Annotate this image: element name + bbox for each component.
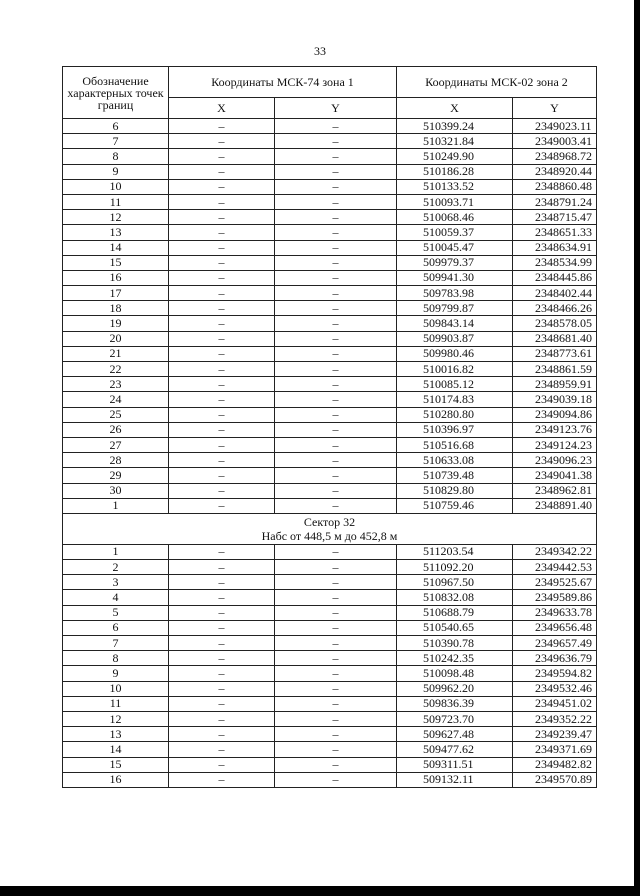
msk74-y-cell: – bbox=[275, 407, 397, 422]
table-row bbox=[63, 225, 597, 240]
point-cell: 11 bbox=[63, 696, 169, 711]
msk74-y-cell: – bbox=[275, 498, 397, 513]
msk02-x-cell: 510186.28 bbox=[397, 164, 513, 179]
point-cell: 27 bbox=[63, 437, 169, 452]
msk02-x-cell: 510068.46 bbox=[397, 210, 513, 225]
msk02-y-cell: 2348466.26 bbox=[513, 301, 597, 316]
msk74-x-cell: – bbox=[169, 316, 275, 331]
msk74-x-cell: – bbox=[169, 164, 275, 179]
point-cell: 19 bbox=[63, 316, 169, 331]
msk74-x-cell: – bbox=[169, 711, 275, 726]
point-cell: 18 bbox=[63, 301, 169, 316]
msk02-y-cell: 2348773.61 bbox=[513, 346, 597, 361]
msk02-y-cell: 2349124.23 bbox=[513, 437, 597, 452]
table-header-row bbox=[63, 67, 597, 98]
table-row bbox=[63, 210, 597, 225]
msk02-x-cell: 510396.97 bbox=[397, 422, 513, 437]
msk02-x-cell: 509941.30 bbox=[397, 270, 513, 285]
point-cell: 3 bbox=[63, 575, 169, 590]
msk74-y-cell: – bbox=[275, 651, 397, 666]
msk02-x-cell: 510688.79 bbox=[397, 605, 513, 620]
point-cell: 13 bbox=[63, 727, 169, 742]
table-row bbox=[63, 134, 597, 149]
msk74-x-cell: – bbox=[169, 422, 275, 437]
table-row bbox=[63, 119, 597, 134]
msk74-y-cell: – bbox=[275, 149, 397, 164]
msk02-y-cell: 2349656.48 bbox=[513, 620, 597, 635]
msk02-x-cell: 509843.14 bbox=[397, 316, 513, 331]
msk74-y-cell: – bbox=[275, 331, 397, 346]
msk74-x-cell: – bbox=[169, 301, 275, 316]
msk74-x-cell: – bbox=[169, 437, 275, 452]
msk02-y-cell: 2349482.82 bbox=[513, 757, 597, 772]
msk74-x-cell: – bbox=[169, 727, 275, 742]
sector-section bbox=[63, 513, 597, 544]
table-row bbox=[63, 666, 597, 681]
table-row bbox=[63, 377, 597, 392]
point-cell: 15 bbox=[63, 757, 169, 772]
msk74-y-cell: – bbox=[275, 727, 397, 742]
point-cell: 23 bbox=[63, 377, 169, 392]
msk02-y-cell: 2349039.18 bbox=[513, 392, 597, 407]
msk02-y-cell: 2349636.79 bbox=[513, 651, 597, 666]
header-msk74-x: X bbox=[169, 98, 275, 119]
msk02-x-cell: 510516.68 bbox=[397, 437, 513, 452]
msk74-y-cell: – bbox=[275, 362, 397, 377]
msk74-x-cell: – bbox=[169, 210, 275, 225]
point-cell: 4 bbox=[63, 590, 169, 605]
msk02-y-cell: 2349657.49 bbox=[513, 636, 597, 651]
header-msk74-y: Y bbox=[275, 98, 397, 119]
table-row bbox=[63, 575, 597, 590]
msk02-y-cell: 2349041.38 bbox=[513, 468, 597, 483]
msk02-x-cell: 510174.83 bbox=[397, 392, 513, 407]
point-cell: 24 bbox=[63, 392, 169, 407]
msk02-y-cell: 2349003.41 bbox=[513, 134, 597, 149]
table-row bbox=[63, 711, 597, 726]
scan-border-bottom bbox=[0, 886, 640, 896]
msk02-x-cell: 510829.80 bbox=[397, 483, 513, 498]
point-cell: 10 bbox=[63, 179, 169, 194]
table-row bbox=[63, 742, 597, 757]
msk02-x-cell: 509627.48 bbox=[397, 727, 513, 742]
msk74-y-cell: – bbox=[275, 240, 397, 255]
msk02-y-cell: 2348891.40 bbox=[513, 498, 597, 513]
msk02-x-cell: 510321.84 bbox=[397, 134, 513, 149]
msk02-y-cell: 2348791.24 bbox=[513, 194, 597, 209]
msk02-y-cell: 2348962.81 bbox=[513, 483, 597, 498]
msk74-y-cell: – bbox=[275, 575, 397, 590]
table-row bbox=[63, 392, 597, 407]
msk02-x-cell: 510045.47 bbox=[397, 240, 513, 255]
msk74-x-cell: – bbox=[169, 119, 275, 134]
table-row bbox=[63, 544, 597, 559]
msk02-x-cell: 510098.48 bbox=[397, 666, 513, 681]
msk74-y-cell: – bbox=[275, 742, 397, 757]
msk02-y-cell: 2349371.69 bbox=[513, 742, 597, 757]
msk02-x-cell: 510633.08 bbox=[397, 453, 513, 468]
table-row bbox=[63, 407, 597, 422]
table-row bbox=[63, 301, 597, 316]
msk74-y-cell: – bbox=[275, 134, 397, 149]
msk74-y-cell: – bbox=[275, 772, 397, 787]
msk74-x-cell: – bbox=[169, 636, 275, 651]
table-row bbox=[63, 757, 597, 772]
point-cell: 16 bbox=[63, 270, 169, 285]
msk02-y-cell: 2348860.48 bbox=[513, 179, 597, 194]
msk02-x-cell: 510399.24 bbox=[397, 119, 513, 134]
msk74-x-cell: – bbox=[169, 453, 275, 468]
point-cell: 17 bbox=[63, 286, 169, 301]
msk74-y-cell: – bbox=[275, 696, 397, 711]
msk02-y-cell: 2349532.46 bbox=[513, 681, 597, 696]
table-row bbox=[63, 286, 597, 301]
point-cell: 14 bbox=[63, 742, 169, 757]
msk02-x-cell: 510390.78 bbox=[397, 636, 513, 651]
msk02-y-cell: 2349594.82 bbox=[513, 666, 597, 681]
msk02-x-cell: 510016.82 bbox=[397, 362, 513, 377]
header-msk02-x: X bbox=[397, 98, 513, 119]
msk74-x-cell: – bbox=[169, 696, 275, 711]
point-cell: 29 bbox=[63, 468, 169, 483]
table-row bbox=[63, 240, 597, 255]
msk02-x-cell: 509979.37 bbox=[397, 255, 513, 270]
point-cell: 6 bbox=[63, 119, 169, 134]
msk02-x-cell: 509836.39 bbox=[397, 696, 513, 711]
msk02-x-cell: 510242.35 bbox=[397, 651, 513, 666]
table-row bbox=[63, 316, 597, 331]
sector-subtitle: Набс от 448,5 м до 452,8 м bbox=[261, 528, 398, 543]
msk02-x-cell: 510967.50 bbox=[397, 575, 513, 590]
table-row bbox=[63, 255, 597, 270]
table-row bbox=[63, 636, 597, 651]
point-cell: 12 bbox=[63, 210, 169, 225]
msk74-x-cell: – bbox=[169, 225, 275, 240]
msk02-y-cell: 2348968.72 bbox=[513, 149, 597, 164]
msk74-y-cell: – bbox=[275, 225, 397, 240]
msk74-y-cell: – bbox=[275, 346, 397, 361]
msk74-y-cell: – bbox=[275, 666, 397, 681]
msk74-y-cell: – bbox=[275, 119, 397, 134]
table-row bbox=[63, 453, 597, 468]
msk02-y-cell: 2348681.40 bbox=[513, 331, 597, 346]
point-cell: 7 bbox=[63, 636, 169, 651]
msk02-y-cell: 2348861.59 bbox=[513, 362, 597, 377]
msk02-y-cell: 2349342.22 bbox=[513, 544, 597, 559]
msk02-x-cell: 509477.62 bbox=[397, 742, 513, 757]
point-cell: 30 bbox=[63, 483, 169, 498]
point-cell: 1 bbox=[63, 544, 169, 559]
table-row bbox=[63, 270, 597, 285]
msk74-y-cell: – bbox=[275, 392, 397, 407]
msk02-x-cell: 509799.87 bbox=[397, 301, 513, 316]
msk74-y-cell: – bbox=[275, 468, 397, 483]
msk74-y-cell: – bbox=[275, 544, 397, 559]
table-row bbox=[63, 346, 597, 361]
msk74-x-cell: – bbox=[169, 544, 275, 559]
table-row bbox=[63, 560, 597, 575]
point-cell: 11 bbox=[63, 194, 169, 209]
table-row bbox=[63, 331, 597, 346]
table-row bbox=[63, 437, 597, 452]
msk02-y-cell: 2349525.67 bbox=[513, 575, 597, 590]
point-cell: 7 bbox=[63, 134, 169, 149]
msk74-y-cell: – bbox=[275, 483, 397, 498]
point-cell: 2 bbox=[63, 560, 169, 575]
point-cell: 10 bbox=[63, 681, 169, 696]
msk02-y-cell: 2349023.11 bbox=[513, 119, 597, 134]
sector-cell bbox=[63, 513, 597, 544]
table-row bbox=[63, 362, 597, 377]
msk74-x-cell: – bbox=[169, 742, 275, 757]
msk02-y-cell: 2348578.05 bbox=[513, 316, 597, 331]
msk74-x-cell: – bbox=[169, 286, 275, 301]
msk74-x-cell: – bbox=[169, 483, 275, 498]
header-point-label: Обозначение характерных точек границ bbox=[63, 67, 169, 119]
coordinates-table bbox=[62, 66, 597, 788]
msk74-y-cell: – bbox=[275, 453, 397, 468]
table-row bbox=[63, 620, 597, 635]
point-cell: 26 bbox=[63, 422, 169, 437]
msk74-x-cell: – bbox=[169, 605, 275, 620]
table-row bbox=[63, 696, 597, 711]
msk02-x-cell: 510085.12 bbox=[397, 377, 513, 392]
table-row bbox=[63, 681, 597, 696]
msk74-x-cell: – bbox=[169, 590, 275, 605]
msk02-x-cell: 510540.65 bbox=[397, 620, 513, 635]
point-cell: 15 bbox=[63, 255, 169, 270]
point-cell: 6 bbox=[63, 620, 169, 635]
msk74-x-cell: – bbox=[169, 575, 275, 590]
msk02-x-cell: 509132.11 bbox=[397, 772, 513, 787]
msk74-x-cell: – bbox=[169, 149, 275, 164]
msk02-x-cell: 510739.48 bbox=[397, 468, 513, 483]
msk02-x-cell: 510133.52 bbox=[397, 179, 513, 194]
header-msk02: Координаты МСК-02 зона 2 bbox=[397, 67, 597, 98]
table-row bbox=[63, 590, 597, 605]
header-msk74: Координаты МСК-74 зона 1 bbox=[169, 67, 397, 98]
msk02-x-cell: 510249.90 bbox=[397, 149, 513, 164]
msk02-x-cell: 510093.71 bbox=[397, 194, 513, 209]
msk02-y-cell: 2349442.53 bbox=[513, 560, 597, 575]
table-row bbox=[63, 498, 597, 513]
table-row bbox=[63, 483, 597, 498]
point-cell: 9 bbox=[63, 666, 169, 681]
msk74-y-cell: – bbox=[275, 179, 397, 194]
msk02-x-cell: 509903.87 bbox=[397, 331, 513, 346]
msk02-y-cell: 2348634.91 bbox=[513, 240, 597, 255]
header-msk02-y: Y bbox=[513, 98, 597, 119]
table-row bbox=[63, 651, 597, 666]
table-row bbox=[63, 727, 597, 742]
msk74-x-cell: – bbox=[169, 255, 275, 270]
table-row bbox=[63, 468, 597, 483]
msk74-y-cell: – bbox=[275, 620, 397, 635]
msk74-y-cell: – bbox=[275, 270, 397, 285]
msk02-x-cell: 509980.46 bbox=[397, 346, 513, 361]
point-cell: 16 bbox=[63, 772, 169, 787]
point-cell: 14 bbox=[63, 240, 169, 255]
msk02-y-cell: 2349352.22 bbox=[513, 711, 597, 726]
msk74-y-cell: – bbox=[275, 636, 397, 651]
msk74-x-cell: – bbox=[169, 620, 275, 635]
msk02-y-cell: 2349123.76 bbox=[513, 422, 597, 437]
msk74-x-cell: – bbox=[169, 240, 275, 255]
point-cell: 20 bbox=[63, 331, 169, 346]
msk74-x-cell: – bbox=[169, 407, 275, 422]
msk02-x-cell: 511203.54 bbox=[397, 544, 513, 559]
msk02-x-cell: 509783.98 bbox=[397, 286, 513, 301]
msk74-x-cell: – bbox=[169, 772, 275, 787]
msk02-x-cell: 510280.80 bbox=[397, 407, 513, 422]
msk74-x-cell: – bbox=[169, 560, 275, 575]
msk02-y-cell: 2349451.02 bbox=[513, 696, 597, 711]
msk02-y-cell: 2348920.44 bbox=[513, 164, 597, 179]
msk02-y-cell: 2348534.99 bbox=[513, 255, 597, 270]
msk74-x-cell: – bbox=[169, 179, 275, 194]
msk02-x-cell: 509723.70 bbox=[397, 711, 513, 726]
msk74-y-cell: – bbox=[275, 605, 397, 620]
msk02-x-cell: 511092.20 bbox=[397, 560, 513, 575]
msk74-x-cell: – bbox=[169, 377, 275, 392]
table-row bbox=[63, 194, 597, 209]
msk02-y-cell: 2349633.78 bbox=[513, 605, 597, 620]
msk74-y-cell: – bbox=[275, 422, 397, 437]
msk74-x-cell: – bbox=[169, 346, 275, 361]
point-cell: 8 bbox=[63, 651, 169, 666]
point-cell: 8 bbox=[63, 149, 169, 164]
msk74-x-cell: – bbox=[169, 651, 275, 666]
msk02-y-cell: 2348959.91 bbox=[513, 377, 597, 392]
msk74-x-cell: – bbox=[169, 757, 275, 772]
msk02-x-cell: 510059.37 bbox=[397, 225, 513, 240]
page-number: 33 bbox=[314, 44, 326, 58]
msk74-y-cell: – bbox=[275, 210, 397, 225]
table-row bbox=[63, 772, 597, 787]
msk74-y-cell: – bbox=[275, 194, 397, 209]
table-row bbox=[63, 164, 597, 179]
sector-title: Сектор 32 bbox=[303, 514, 356, 529]
point-cell: 12 bbox=[63, 711, 169, 726]
msk02-y-cell: 2348651.33 bbox=[513, 225, 597, 240]
msk02-y-cell: 2348715.47 bbox=[513, 210, 597, 225]
msk74-x-cell: – bbox=[169, 331, 275, 346]
point-cell: 5 bbox=[63, 605, 169, 620]
msk74-x-cell: – bbox=[169, 134, 275, 149]
msk02-x-cell: 510832.08 bbox=[397, 590, 513, 605]
point-cell: 13 bbox=[63, 225, 169, 240]
msk74-y-cell: – bbox=[275, 255, 397, 270]
point-cell: 22 bbox=[63, 362, 169, 377]
msk74-y-cell: – bbox=[275, 316, 397, 331]
msk02-y-cell: 2349589.86 bbox=[513, 590, 597, 605]
msk02-y-cell: 2349239.47 bbox=[513, 727, 597, 742]
point-cell: 9 bbox=[63, 164, 169, 179]
msk74-y-cell: – bbox=[275, 301, 397, 316]
point-cell: 21 bbox=[63, 346, 169, 361]
section2-body bbox=[63, 544, 597, 787]
point-cell: 25 bbox=[63, 407, 169, 422]
msk02-x-cell: 509311.51 bbox=[397, 757, 513, 772]
msk74-y-cell: – bbox=[275, 164, 397, 179]
msk02-x-cell: 510759.46 bbox=[397, 498, 513, 513]
msk74-y-cell: – bbox=[275, 437, 397, 452]
msk02-x-cell: 509962.20 bbox=[397, 681, 513, 696]
point-cell: 28 bbox=[63, 453, 169, 468]
scan-border-right bbox=[634, 0, 640, 896]
msk74-x-cell: – bbox=[169, 468, 275, 483]
msk74-x-cell: – bbox=[169, 498, 275, 513]
msk02-y-cell: 2348445.86 bbox=[513, 270, 597, 285]
msk74-x-cell: – bbox=[169, 666, 275, 681]
msk02-y-cell: 2349094.86 bbox=[513, 407, 597, 422]
table-row bbox=[63, 605, 597, 620]
msk74-y-cell: – bbox=[275, 757, 397, 772]
table-row bbox=[63, 179, 597, 194]
msk74-x-cell: – bbox=[169, 362, 275, 377]
section1-body bbox=[63, 119, 597, 514]
msk74-y-cell: – bbox=[275, 377, 397, 392]
table-row bbox=[63, 149, 597, 164]
msk02-y-cell: 2349570.89 bbox=[513, 772, 597, 787]
msk74-y-cell: – bbox=[275, 560, 397, 575]
msk74-x-cell: – bbox=[169, 194, 275, 209]
msk02-y-cell: 2349096.23 bbox=[513, 453, 597, 468]
sector-row bbox=[63, 513, 597, 544]
msk02-y-cell: 2348402.44 bbox=[513, 286, 597, 301]
msk74-y-cell: – bbox=[275, 590, 397, 605]
point-cell: 1 bbox=[63, 498, 169, 513]
msk74-x-cell: – bbox=[169, 270, 275, 285]
msk74-x-cell: – bbox=[169, 681, 275, 696]
msk74-y-cell: – bbox=[275, 286, 397, 301]
msk74-x-cell: – bbox=[169, 392, 275, 407]
msk74-y-cell: – bbox=[275, 681, 397, 696]
msk74-y-cell: – bbox=[275, 711, 397, 726]
table-row bbox=[63, 422, 597, 437]
